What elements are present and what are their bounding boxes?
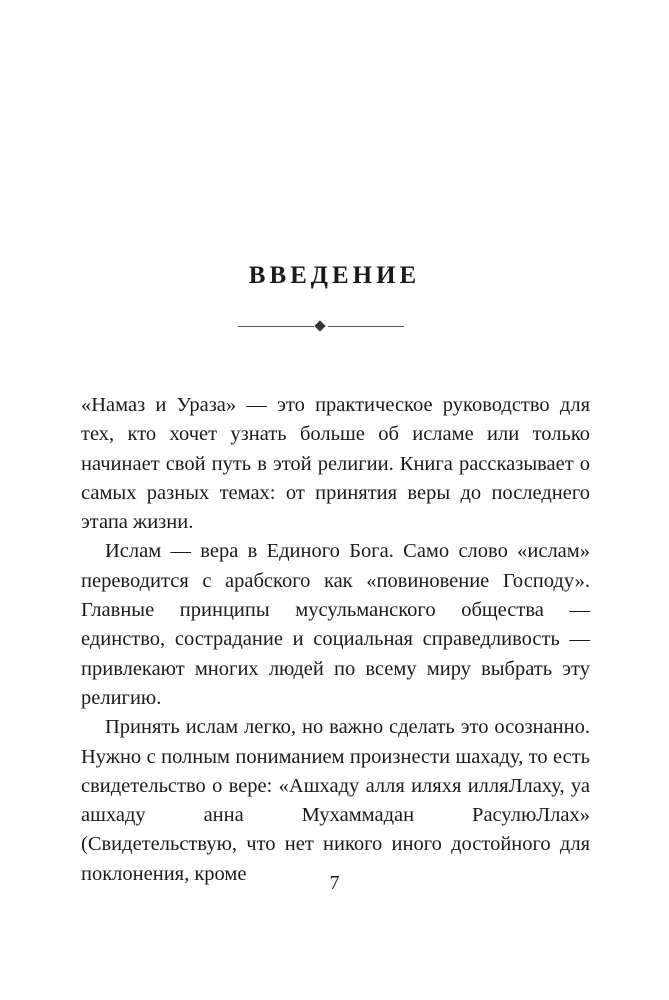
divider-line-left <box>238 326 314 327</box>
divider-line-right <box>328 326 404 327</box>
paragraph-1: «Намаз и Ураза» — это практическое руководство для тех, кто хочет узнать больше об исламе или только начинает свой путь в этой религии. Книга рассказывает о самых разных темах: от принятия веры до последнего этапа жизни. <box>81 394 590 534</box>
body-text <box>81 391 590 889</box>
page-number: 7 <box>329 872 340 894</box>
title-ornament-divider <box>238 320 404 334</box>
paragraph-3: Принять ислам легко, но важно сделать это осознанно. Нужно с полным пониманием произнести шахаду, то есть свидетельство о вере: «Ашхаду алля иляхя илляЛлаху, уа ашхаду анна Мухаммадан РасулюЛлах» (Свидетельствую, что нет никого иного достойного для поклонения, кроме <box>81 716 590 885</box>
chapter-title: ВВЕДЕНИЕ <box>248 262 421 289</box>
paragraph-2: Ислам — вера в Единого Бога. Само слово «ислам» переводится с арабского как «повиновение Господу». Главные принципы мусульманского общества — единство, сострадание и социальная справедливость — привлекают многих людей по всему миру выбрать эту религию. <box>81 540 590 709</box>
diamond-icon <box>314 320 325 331</box>
